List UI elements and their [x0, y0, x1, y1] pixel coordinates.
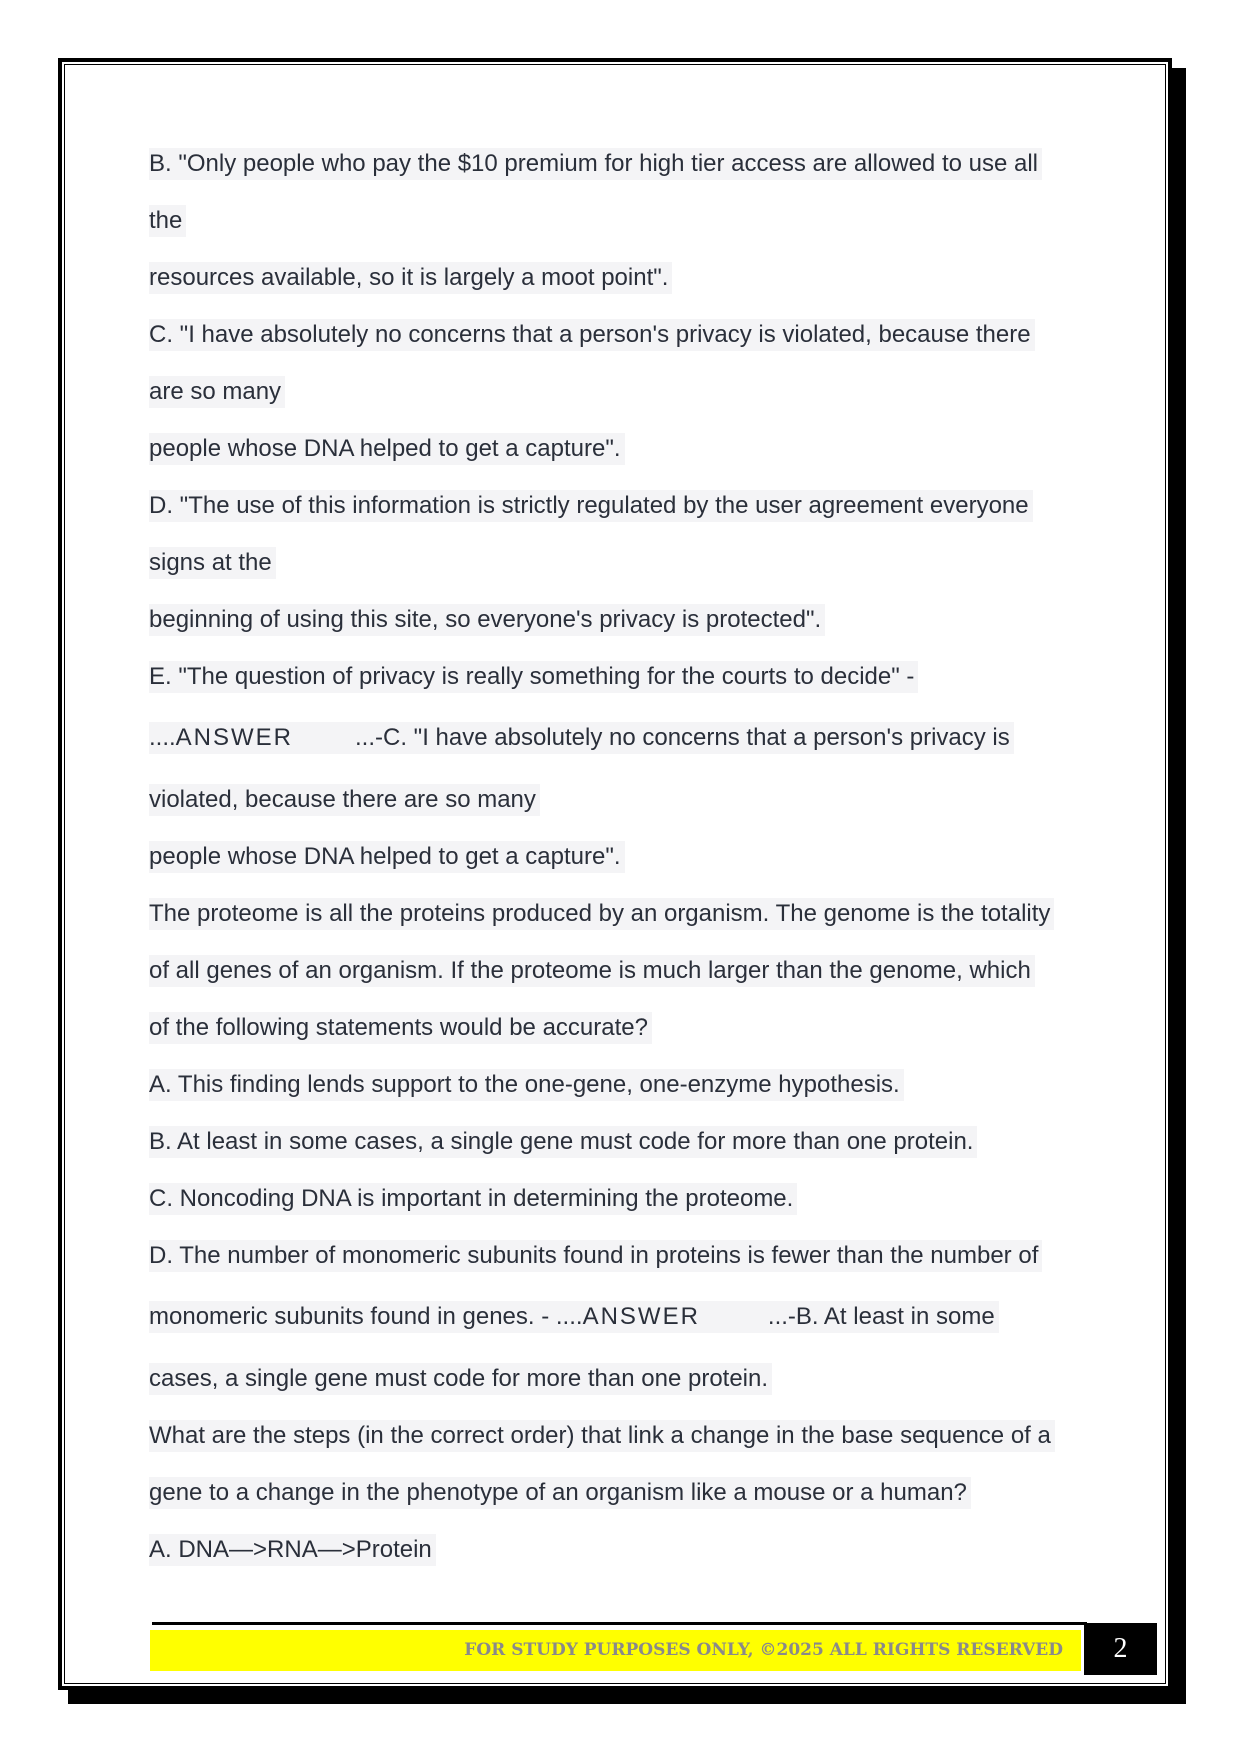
answer-2-before: monomeric subunits found in genes. - .... — [149, 1303, 583, 1330]
option-c-line-1: C. "I have absolutely no concerns that a person's privacy is violated, because there — [149, 319, 1035, 351]
question-2-option-d: D. The number of monomeric subunits found in proteins is fewer than the number of — [149, 1240, 1042, 1272]
option-b-line-2: the — [149, 205, 186, 237]
answer-1-text: ...-C. "I have absolutely no concerns that a person's privacy is — [355, 724, 1010, 751]
question-3-line-2: gene to a change in the phenotype of an organism like a mouse or a human? — [149, 1477, 971, 1509]
footer-copyright: FOR STUDY PURPOSES ONLY, ©2025 ALL RIGHTS RESERVED — [464, 1640, 1063, 1660]
answer-2-text: ...-B. At least in some — [767, 1303, 995, 1330]
footer-bar — [150, 1630, 1081, 1671]
question-2-option-b: B. At least in some cases, a single gene must code for more than one protein. — [149, 1126, 977, 1158]
answer-1-prefix: .... — [149, 724, 176, 751]
question-3-line-1: What are the steps (in the correct order) that link a change in the base sequence of a — [149, 1420, 1055, 1452]
answer-2-cont-line: cases, a single gene must code for more than one protein. — [149, 1363, 772, 1395]
question-2-line-3: of the following statements would be accurate? — [149, 1012, 652, 1044]
question-2-line-2: of all genes of an organism. If the proteome is much larger than the genome, which — [149, 955, 1035, 987]
option-b-line-3: resources available, so it is largely a moot point". — [149, 262, 672, 294]
answer-1-cont-line-1: violated, because there are so many — [149, 784, 540, 816]
answer-2-label: ANSWER — [582, 1303, 700, 1330]
question-2-option-a: A. This finding lends support to the one-gene, one-enzyme hypothesis. — [149, 1069, 904, 1101]
question-2-option-c: C. Noncoding DNA is important in determining the proteome. — [149, 1183, 797, 1215]
option-d-line-2: signs at the — [149, 547, 276, 579]
answer-1-line — [149, 722, 1014, 754]
option-e-line: E. "The question of privacy is really something for the courts to decide" - — [149, 661, 918, 693]
answer-1-label: ANSWER — [175, 724, 294, 751]
option-b-line-1: B. "Only people who pay the $10 premium for high tier access are allowed to use all — [149, 148, 1042, 180]
question-3-option-a: A. DNA—>RNA—>Protein — [149, 1534, 436, 1566]
answer-1-cont-line-2: people whose DNA helped to get a capture". — [149, 841, 625, 873]
option-d-line-3: beginning of using this site, so everyone's privacy is protected". — [149, 604, 825, 636]
option-c-line-3: people whose DNA helped to get a capture". — [149, 433, 625, 465]
question-2-line-1: The proteome is all the proteins produced by an organism. The genome is the totality — [149, 898, 1054, 930]
answer-2-line — [149, 1301, 999, 1333]
option-d-line-1: D. "The use of this information is strictly regulated by the user agreement everyone — [149, 490, 1033, 522]
option-c-line-2: are so many — [149, 376, 285, 408]
footer-rule — [152, 1622, 1087, 1625]
page-number: 2 — [1084, 1623, 1157, 1675]
